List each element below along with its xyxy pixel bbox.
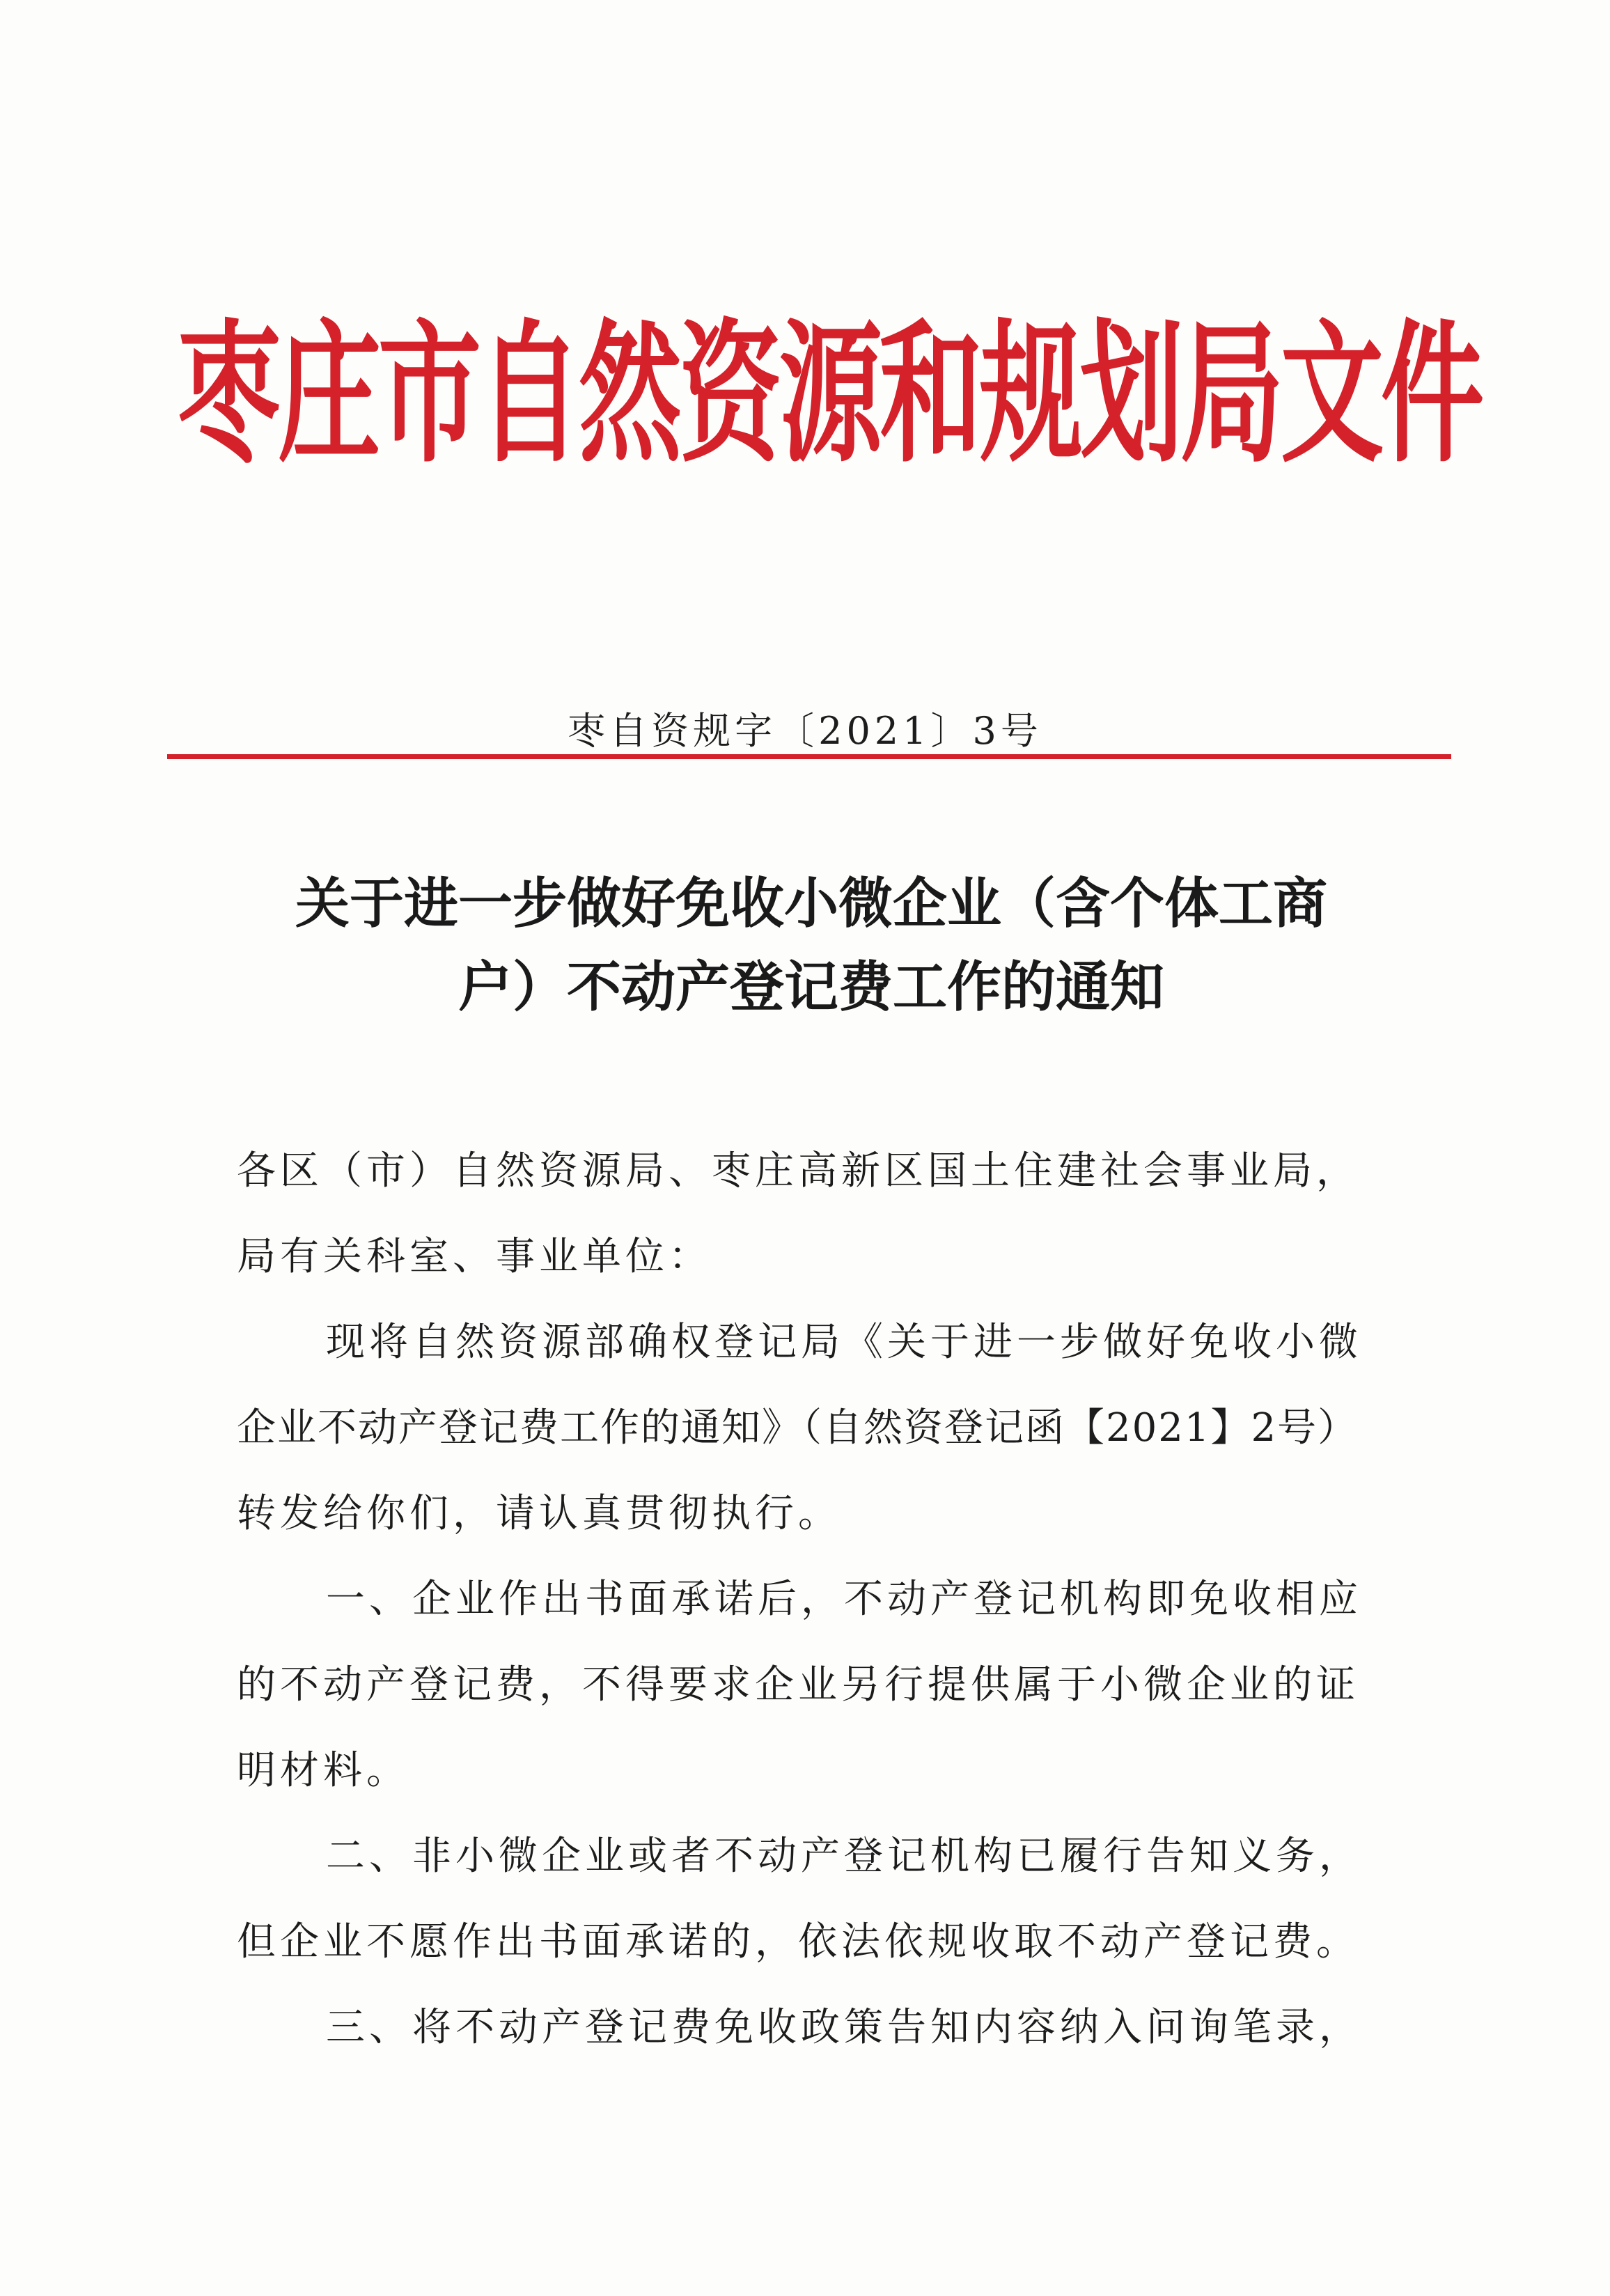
red-separator-rule [167, 754, 1451, 759]
title-line-2: 户）不动产登记费工作的通知 [458, 956, 1164, 1019]
body-line: 企业不动产登记费工作的通知》（自然资登记函【2021】2号） [237, 1405, 1359, 1451]
notice-title [230, 862, 1393, 1029]
body-line: 但企业不愿作出书面承诺的，依法依规收取不动产登记费。 [237, 1919, 1359, 1965]
body-line: 一、企业作出书面承诺后，不动产登记机构即免收相应 [326, 1577, 1362, 1622]
notice-body [237, 1128, 1393, 2070]
body-line: 三、将不动产登记费免收政策告知内容纳入问询笔录， [326, 2005, 1362, 2050]
masthead-title: 枣庄市自然资源和规划局文件 [178, 304, 1481, 483]
body-line: 局有关科室、事业单位： [237, 1234, 712, 1279]
body-line: 二、非小微企业或者不动产登记机构已履行告知义务， [326, 1834, 1362, 1879]
body-line: 各区（市）自然资源局、枣庄高新区国土住建社会事业局， [237, 1148, 1359, 1194]
body-line: 明材料。 [237, 1748, 409, 1793]
body-line: 的不动产登记费，不得要求企业另行提供属于小微企业的证 [237, 1662, 1359, 1708]
body-line: 现将自然资源部确权登记局《关于进一步做好免收小微 [326, 1320, 1362, 1365]
document-number: 枣自资规字〔2021〕3号 [568, 709, 1042, 753]
body-line: 转发给你们，请认真贯彻执行。 [237, 1491, 841, 1536]
title-line-1: 关于进一步做好免收小微企业（含个体工商 [295, 873, 1327, 935]
